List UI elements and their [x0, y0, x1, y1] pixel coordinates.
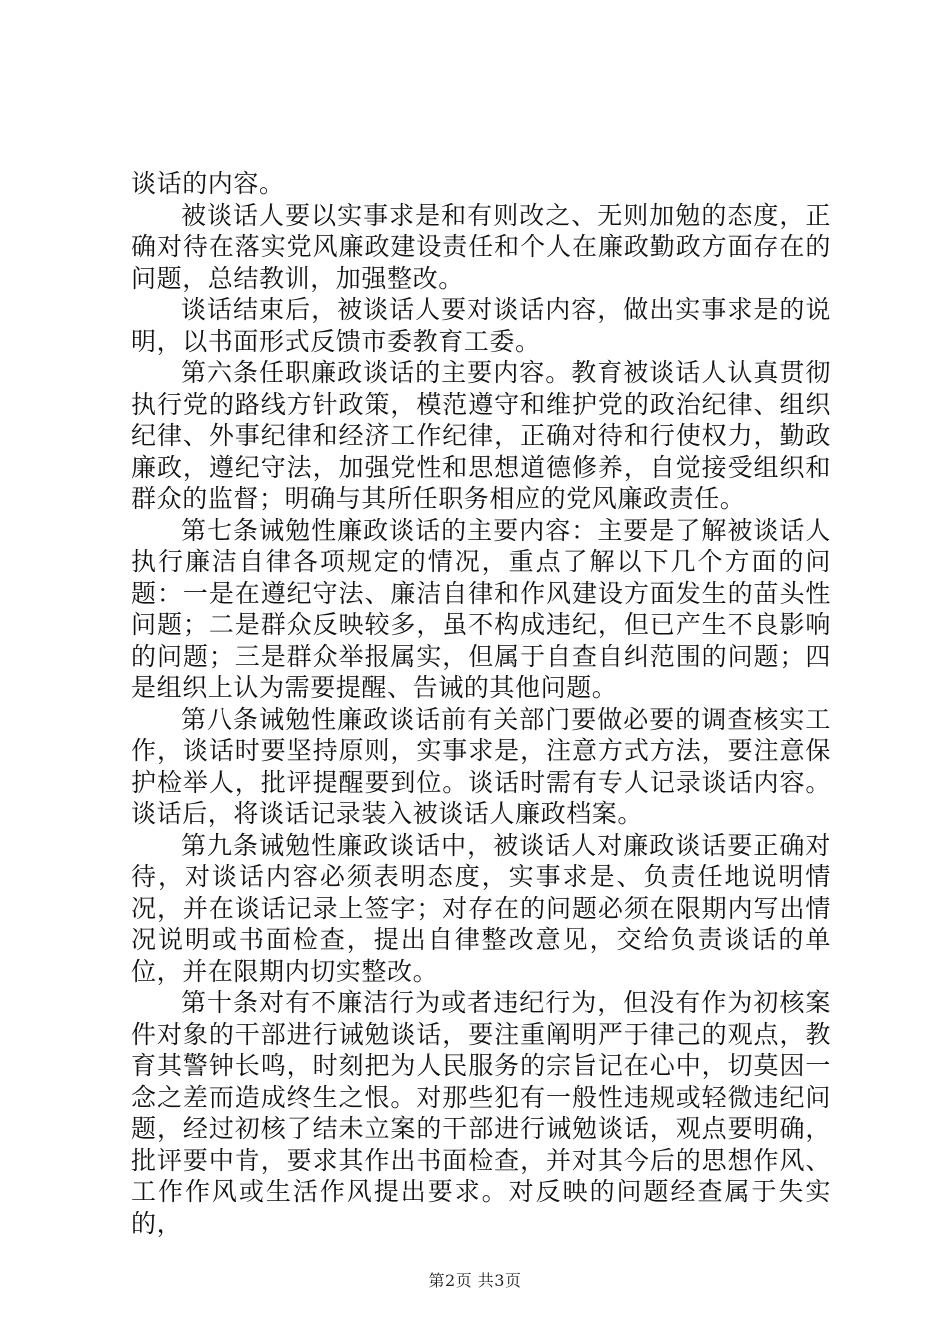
paragraph-article-10: 第十条对有不廉洁行为或者违纪行为，但没有作为初核案件对象的干部进行诫勉谈话，要注重阐明严于律己的观点，教育其警钟长鸣，时刻把为人民服务的宗旨记在心中，切莫因一念之差而造成终生之恨。对那些犯有一般性违规或轻微违纪问题，经过初核了结未立案的干部进行诫勉谈话，观点要明确，批评要中肯，要求其作出书面检查，并对其今后的思想作风、工作作风或生活作风提出要求。对反映的问题经查属于失实的， [131, 988, 831, 1238]
paragraph-1: 谈话的内容。 [131, 169, 285, 198]
paragraph-article-8: 第八条诫勉性廉政谈话前有关部门要做必要的调查核实工作，谈话时要坚持原则，实事求是，注意方式方法，要注意保护检举人，批评提醒要到位。谈话时需有专人记录谈话内容。谈话后，将谈话记录装入被谈话人廉政档案。 [131, 704, 831, 828]
document-body [131, 168, 831, 1239]
paragraph-article-7: 第七条诫勉性廉政谈话的主要内容：主要是了解被谈话人执行廉洁自律各项规定的情况，重点了解以下几个方面的问题：一是在遵纪守法、廉洁自律和作风建设方面发生的苗头性问题；二是群众反映较多，虽不构成违纪，但已产生不良影响的问题；三是群众举报属实，但属于自查自纠范围的问题；四是组织上认为需要提醒、告诫的其他问题。 [131, 515, 831, 702]
paragraph-article-6: 第六条任职廉政谈话的主要内容。教育被谈话人认真贯彻执行党的路线方针政策，模范遵守和维护党的政治纪律、组织纪律、外事纪律和经济工作纪律，正确对待和行使权力，勤政廉政，遵纪守法，加强党性和思想道德修养，自觉接受组织和群众的监督；明确与其所任职务相应的党风廉政责任。 [131, 358, 831, 513]
page-footer: 第2页 共3页 [428, 1271, 522, 1290]
paragraph-article-9: 第九条诫勉性廉政谈话中，被谈话人对廉政谈话要正确对待，对谈话内容必须表明态度，实事求是、负责任地说明情况，并在谈话记录上签字；对存在的问题必须在限期内写出情况说明或书面检查，提出自律整改意见，交给负责谈话的单位，并在限期内切实整改。 [131, 830, 831, 986]
paragraph-2: 被谈话人要以实事求是和有则改之、无则加勉的态度，正确对待在落实党风廉政建设责任和个人在廉政勤政方面存在的问题，总结教训，加强整改。 [131, 200, 831, 293]
paragraph-3: 谈话结束后，被谈话人要对谈话内容，做出实事求是的说明，以书面形式反馈市委教育工委。 [131, 295, 831, 356]
